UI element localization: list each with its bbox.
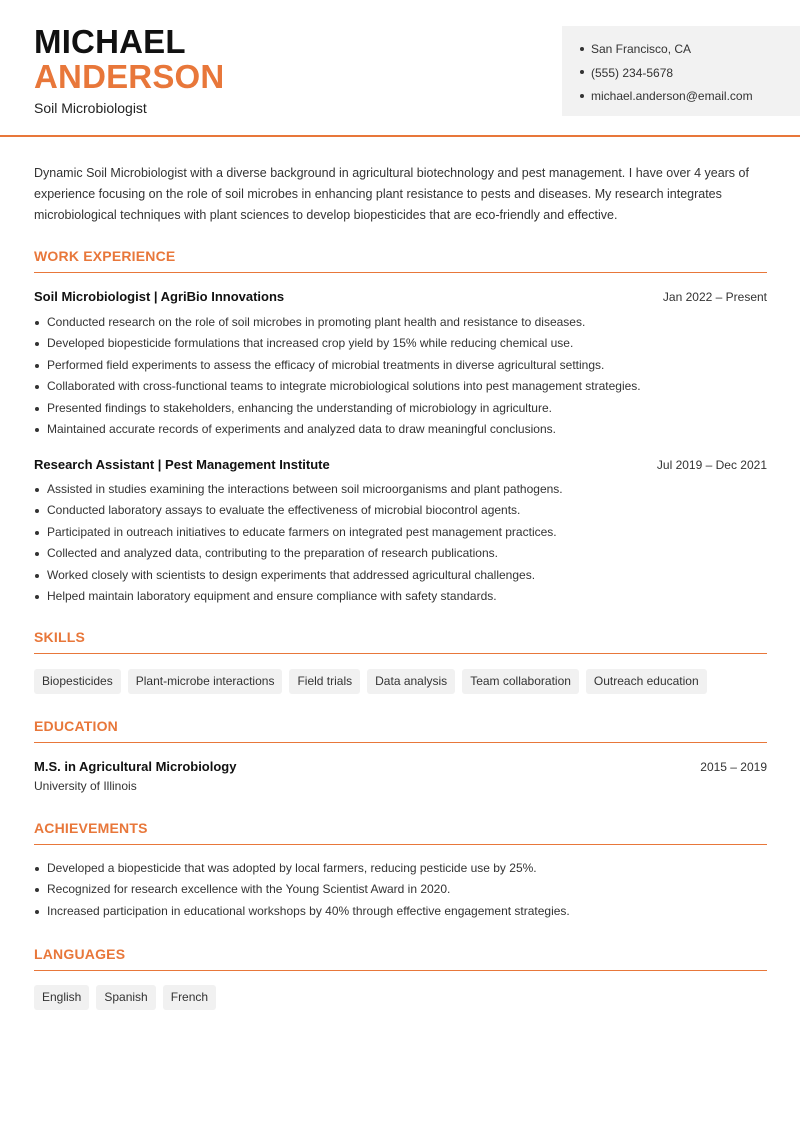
job-title: Soil Microbiologist | AgriBio Innovations [34, 289, 285, 304]
summary-paragraph: Dynamic Soil Microbiologist with a diverse background in agricultural biotechnology and pest management. I have over 4 years of experience focusing on the role of soil microbes in enhancing plant resistance to pests and diseases. My research integrates microbiological techniques with plant sciences to develop biopesticides that are eco-friendly and effective. [34, 166, 749, 222]
job-title-headline: Soil Microbiologist [34, 100, 147, 116]
education-school: University of Illinois [34, 779, 137, 793]
education-entry-header [34, 759, 767, 774]
language-tag: English [34, 985, 89, 1010]
skills-list [34, 669, 707, 694]
list-item: Recognized for research excellence with the Young Scientist Award in 2020. [34, 879, 774, 900]
language-tag: French [163, 985, 216, 1010]
job-bullets [34, 479, 774, 607]
list-item: Helped maintain laboratory equipment and ensure compliance with safety standards. [34, 586, 774, 607]
job-entry-header [34, 289, 767, 304]
skill-tag: Data analysis [367, 669, 455, 694]
list-item: Participated in outreach initiatives to educate farmers on integrated pest management practices. [34, 522, 774, 543]
skill-tag: Team collaboration [462, 669, 579, 694]
last-name: ANDERSON [34, 58, 225, 95]
first-name: MICHAEL [34, 23, 186, 60]
education-dates: 2015 – 2019 [700, 760, 767, 774]
section-title-skills: SKILLS [34, 629, 767, 654]
job-dates: Jan 2022 – Present [662, 290, 767, 304]
job-bullets [34, 312, 774, 440]
contact-box [562, 26, 800, 116]
contact-email: michael.anderson@email.com [580, 85, 800, 109]
section-title-education: EDUCATION [34, 718, 767, 743]
section-title-languages: LANGUAGES [34, 946, 767, 971]
resume-header [0, 0, 800, 137]
skill-tag: Outreach education [586, 669, 707, 694]
achievements-list [34, 858, 774, 922]
bullet-icon [580, 70, 584, 74]
list-item: Maintained accurate records of experiments and analyzed data to draw meaningful conclusions. [34, 419, 774, 440]
bullet-icon [580, 94, 584, 98]
job-dates: Jul 2019 – Dec 2021 [656, 458, 767, 472]
languages-list [34, 985, 216, 1010]
bullet-icon [580, 47, 584, 51]
list-item: Developed biopesticide formulations that increased crop yield by 15% while reducing chemical use. [34, 333, 774, 354]
section-title-achievements: ACHIEVEMENTS [34, 820, 767, 845]
language-tag: Spanish [96, 985, 155, 1010]
list-item: Assisted in studies examining the interactions between soil microorganisms and plant pathogens. [34, 479, 774, 500]
contact-location: San Francisco, CA [580, 38, 800, 62]
list-item: Collaborated with cross-functional teams to integrate microbiological solutions into pest management strategies. [34, 376, 774, 397]
job-entry-header [34, 457, 767, 472]
contact-phone: (555) 234-5678 [580, 62, 800, 86]
list-item: Worked closely with scientists to design experiments that addressed agricultural challenges. [34, 565, 774, 586]
list-item: Presented findings to stakeholders, enhancing the understanding of microbiology in agriculture. [34, 398, 774, 419]
skill-tag: Field trials [289, 669, 360, 694]
list-item: Increased participation in educational workshops by 40% through effective engagement strategies. [34, 901, 774, 922]
candidate-name [34, 24, 224, 94]
list-item: Conducted laboratory assays to evaluate the effectiveness of microbial biocontrol agents. [34, 500, 774, 521]
skill-tag: Biopesticides [34, 669, 121, 694]
job-title: Research Assistant | Pest Management Institute [34, 457, 330, 472]
list-item: Performed field experiments to assess the efficacy of microbial treatments in diverse agricultural settings. [34, 355, 774, 376]
section-title-work: WORK EXPERIENCE [34, 248, 767, 273]
skill-tag: Plant-microbe interactions [128, 669, 283, 694]
education-degree: M.S. in Agricultural Microbiology [34, 759, 237, 774]
list-item: Developed a biopesticide that was adopted by local farmers, reducing pesticide use by 25%. [34, 858, 774, 879]
list-item: Collected and analyzed data, contributing to the preparation of research publications. [34, 543, 774, 564]
list-item: Conducted research on the role of soil microbes in promoting plant health and resistance to diseases. [34, 312, 774, 333]
